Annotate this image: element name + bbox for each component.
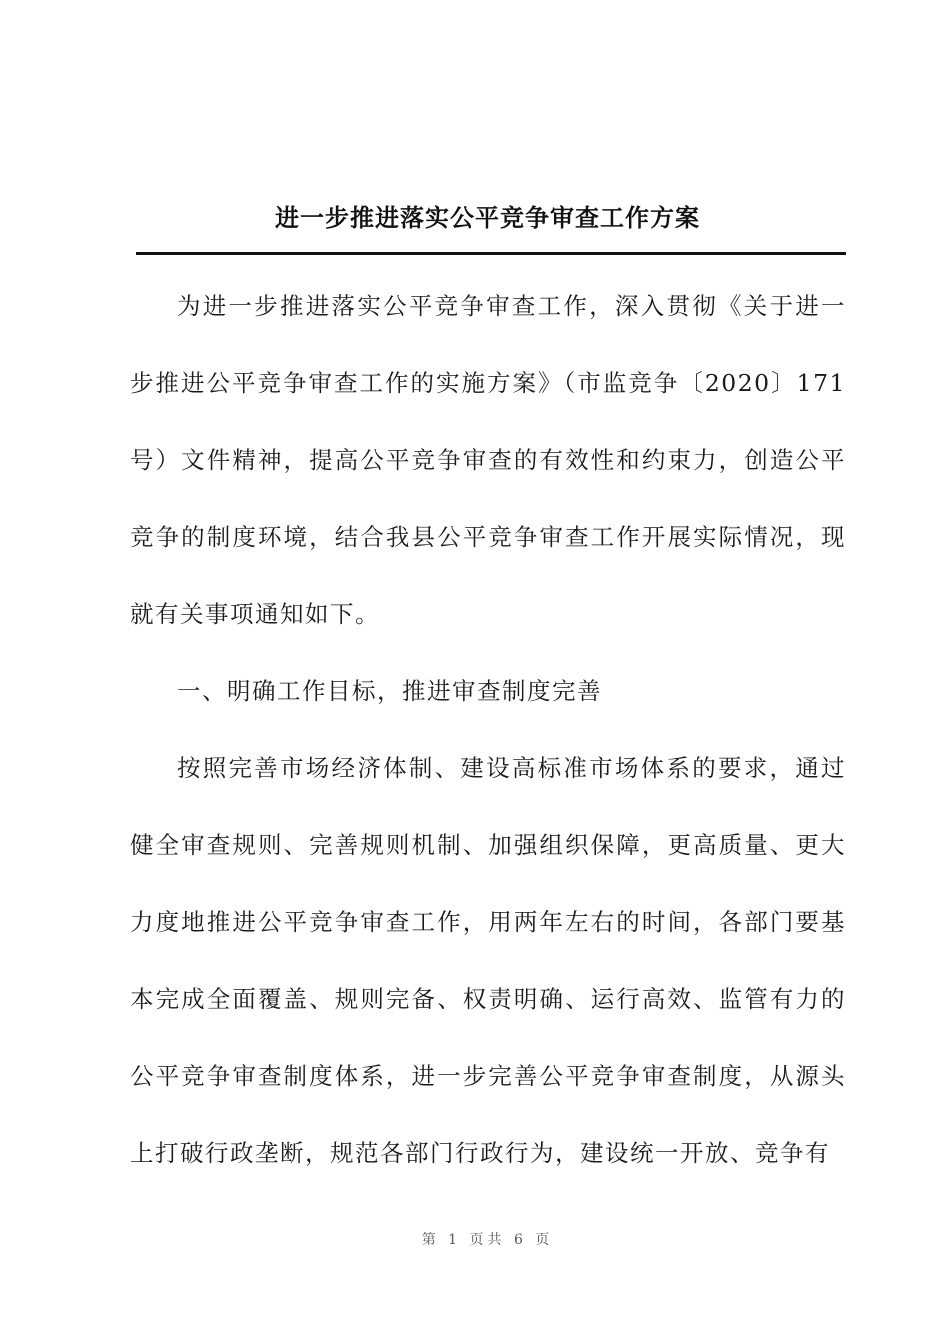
section-1-paragraph: 按照完善市场经济体制、建设高标准市场体系的要求，通过健全审查规则、完善规则机制、加强组织保障，更高质量、更大力度地推进公平竞争审查工作，用两年左右的时间，各部门要基本完成全面覆盖、规则完备、权责明确、运行高效、监管有力的公平竞争审查制度体系，进一步完善公平竞争审查制度，从源头上打破行政垄断，规范各部门行政行为，建设统一开放、竞争有 — [130, 754, 846, 1167]
document-title: 进一步推进落实公平竞争审查工作方案 — [275, 203, 700, 232]
page-number-footer: 第 1 页共 6 页 — [421, 1232, 554, 1248]
document-body — [130, 268, 846, 1192]
title-underline — [136, 252, 846, 255]
section-heading-1: 一、明确工作目标，推进审查制度完善 — [177, 677, 602, 705]
intro-paragraph: 为进一步推进落实公平竞争审查工作，深入贯彻《关于进一步推进公平竞争审查工作的实施方案》（市监竞争〔2020〕171号）文件精神，提高公平竞争审查的有效性和约束力，创造公平竞争的制度环境，结合我县公平竞争审查工作开展实际情况，现就有关事项通知如下。 — [130, 292, 846, 628]
